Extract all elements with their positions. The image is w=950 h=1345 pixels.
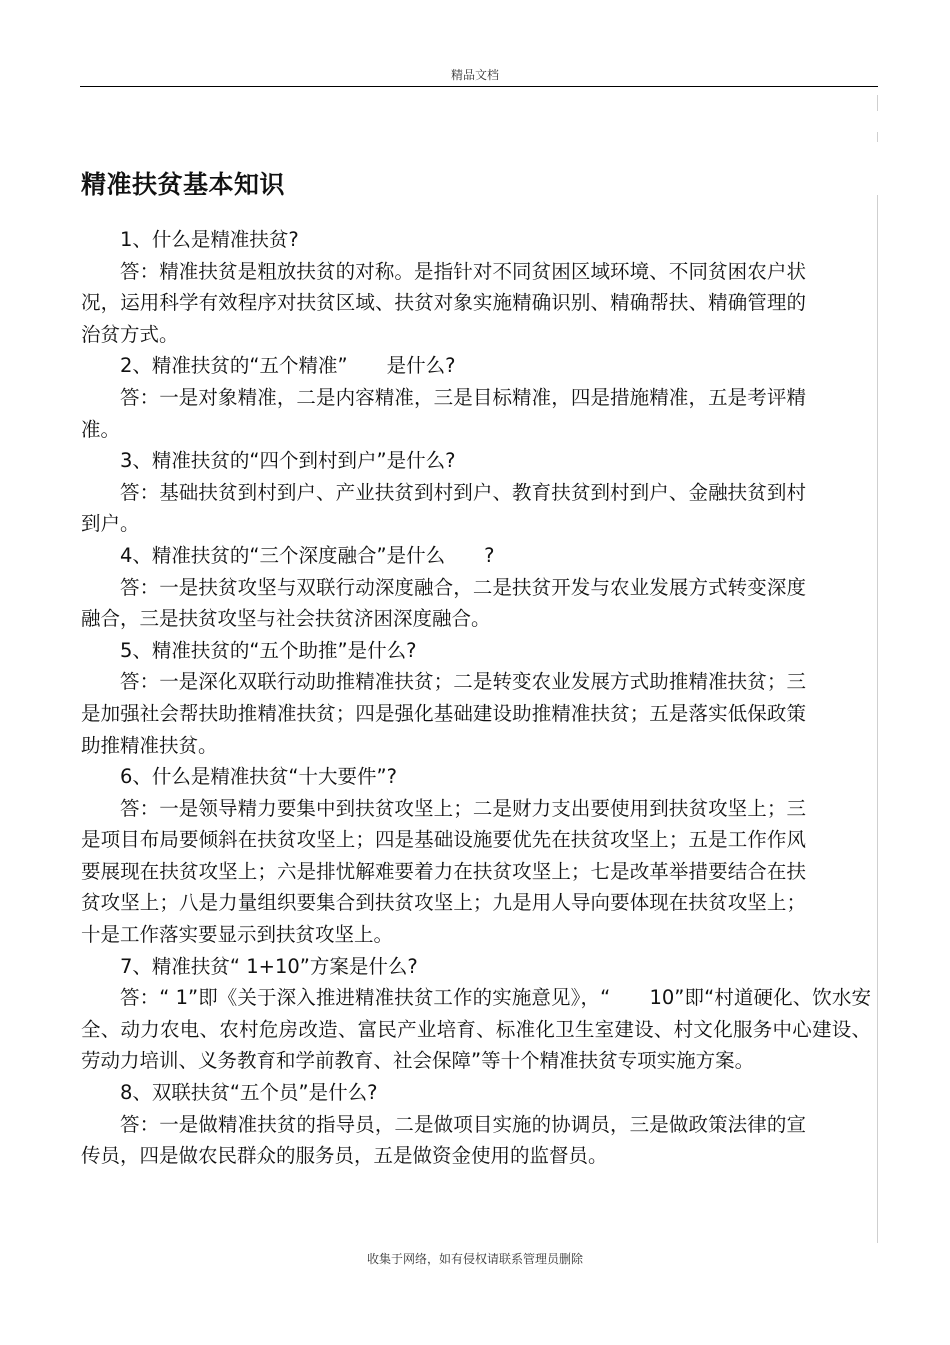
answer-3: 答：基础扶贫到村到户、产业扶贫到村到户、教育扶贫到村到户、金融扶贫到村到户。 — [81, 480, 806, 536]
answer-7: 答：“ 1”即《关于深入推进精准扶贫工作的实施意见》，“ 10”即“村道硬化、饮水安全、动力农电、农村危房改造、富民产业培育、标准化卫生室建设、村文化服务中心建设、劳动力培训、义务教育和学前教育、社会保障”等十个精准扶贫专项实施方案。 — [81, 986, 871, 1073]
question-3: 3、精准扶贫的“四个到村到户”是什么? — [120, 449, 456, 473]
header-rule — [80, 86, 878, 87]
question-4: 4、精准扶贫的“三个深度融合”是什么 ? — [120, 543, 495, 567]
answer-6: 答：一是领导精力要集中到扶贫攻坚上；二是财力支出要使用到扶贫攻坚上；三是项目布局要倾斜在扶贫攻坚上；四是基础设施要优先在扶贫攻坚上；五是工作作风要展现在扶贫攻坚上；六是排忧解难要着力在扶贫攻坚上；七是改革举措要结合在扶贫攻坚上；八是力量组织要集合到扶贫攻坚上；九是用人导向要体现在扶贫攻坚上；十是工作落实要显示到扶贫攻坚上。 — [81, 796, 806, 947]
document-title: 精准扶贫基本知识 — [81, 169, 286, 199]
margin-mark — [877, 132, 878, 142]
answer-8: 答：一是做精准扶贫的指导员，二是做项目实施的协调员，三是做政策法律的宣传员，四是做农民群众的服务员，五是做资金使用的监督员。 — [81, 1112, 806, 1168]
answer-1: 答：精准扶贫是粗放扶贫的对称。是指针对不同贫困区域环境、不同贫困农户状况，运用科学有效程序对扶贫区域、扶贫对象实施精确识别、精确帮扶、精确管理的治贫方式。 — [81, 259, 806, 346]
question-7: 7、精准扶贫“ 1+10”方案是什么? — [120, 954, 418, 978]
margin-mark — [877, 95, 878, 111]
document-body — [81, 224, 871, 1172]
question-6: 6、什么是精准扶贫“十大要件”? — [120, 765, 397, 789]
question-5: 5、精准扶贫的“五个助推”是什么? — [120, 638, 417, 662]
page-footer: 收集于网络，如有侵权请联系管理员删除 — [366, 1252, 583, 1266]
question-2: 2、精准扶贫的“五个精准” 是什么? — [120, 354, 456, 378]
page-header: 精品文档 — [450, 68, 499, 82]
answer-2: 答：一是对象精准，二是内容精准，三是目标精准，四是措施精准，五是考评精准。 — [81, 385, 806, 441]
question-8: 8、双联扶贫“五个员”是什么? — [120, 1081, 378, 1105]
question-1: 1、什么是精准扶贫? — [120, 228, 299, 251]
answer-4: 答：一是扶贫攻坚与双联行动深度融合，二是扶贫开发与农业发展方式转变深度融合，三是扶贫攻坚与社会扶贫济困深度融合。 — [81, 575, 806, 631]
margin-mark — [877, 195, 878, 1243]
answer-5: 答：一是深化双联行动助推精准扶贫；二是转变农业发展方式助推精准扶贫；三是加强社会帮扶助推精准扶贫；四是强化基础建设助推精准扶贫；五是落实低保政策助推精准扶贫。 — [81, 670, 806, 757]
